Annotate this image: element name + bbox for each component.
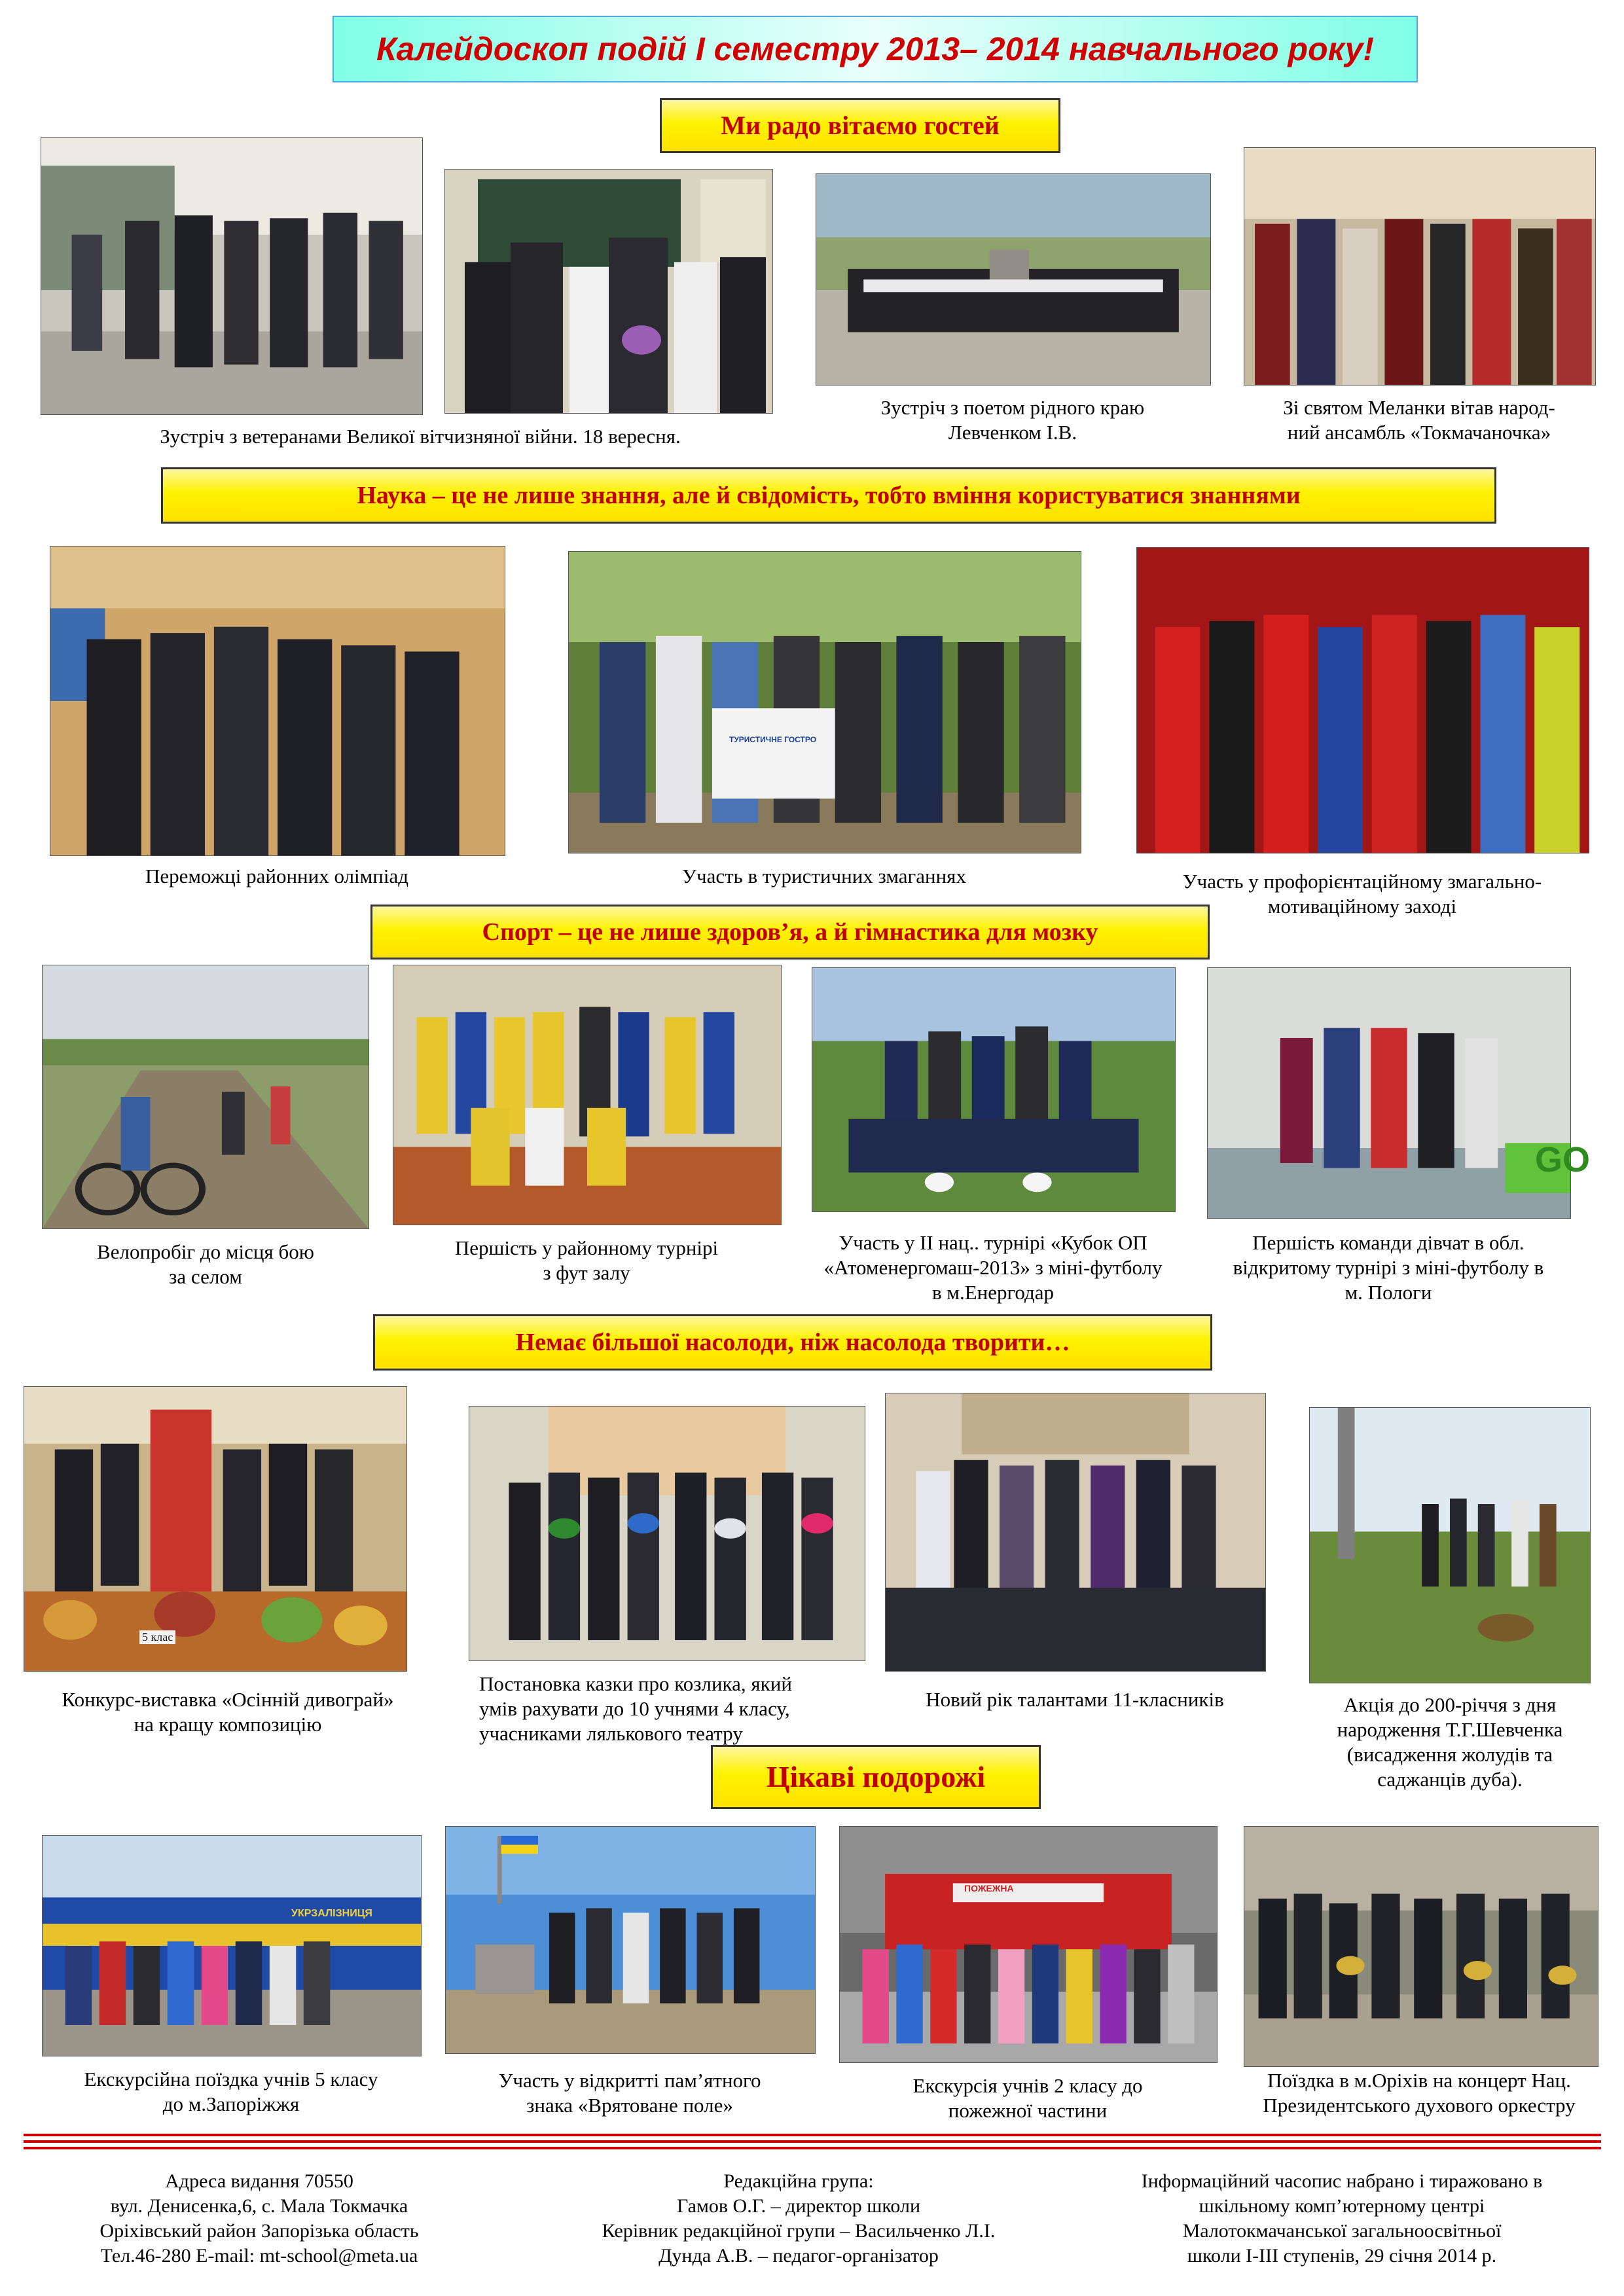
footer-divider bbox=[24, 2134, 1601, 2136]
caption-cycling: Велопробіг до місця бою за селом bbox=[97, 1240, 314, 1288]
photo-autumn-exhibition bbox=[24, 1386, 407, 1672]
caption-orchestra: Поїздка в м.Оріхів на концерт Нац. Президентського духового оркестру bbox=[1263, 2069, 1576, 2117]
footer-info: Інформаційний часопис набрано і тиражовано в шкільному комп’ютерному центрі Малотокмачанської загальноосвітньої школи І-ІІІ ступенів, 29 січня 2014 р. bbox=[1141, 2170, 1543, 2267]
footer-editorial: Редакційна група: Гамов О.Г. – директор школи Керівник редакційної групи – Васильченко Л.І. Дунда А.В. – педагог-організатор bbox=[602, 2170, 996, 2267]
section-banner-creative: Немає більшої насолоди, ніж насолода творити… bbox=[373, 1314, 1212, 1371]
photo-veterans-classroom bbox=[444, 169, 773, 414]
footer-address: Адреса видання 70550 вул. Денисенка,6, с. Мала Токмачка Оріхівський район Запорізька область Тел.46-280 E-mail: mt-school@meta.ua bbox=[99, 2170, 419, 2267]
photo-oak-planting bbox=[1309, 1407, 1591, 1683]
photo-career-event bbox=[1136, 547, 1589, 853]
photo-poet-meeting bbox=[816, 173, 1211, 386]
caption-futsal: Першість у районному турнірі з фут залу bbox=[454, 1236, 719, 1284]
caption-memorial: Участь у відкритті пам’ятного знака «Врятоване поле» bbox=[498, 2069, 761, 2117]
caption-new-year: Новий рік талантами 11-класників bbox=[926, 1688, 1224, 1711]
section-banner-sport: Спорт – це не лише здоров’я, а й гімнастика для мозку bbox=[370, 905, 1210, 960]
caption-career: Участь у профорієнтаційному змагально- мотиваційному заході bbox=[1182, 870, 1542, 918]
footer-divider-second bbox=[24, 2140, 1601, 2143]
caption-veterans: Зустріч з ветеранами Великої вітчизняної війни. 18 вересня. bbox=[160, 425, 681, 448]
poster-text: ТУРИСТИЧНЕ ГОСТРО bbox=[729, 735, 817, 744]
class-sign: 5 клас bbox=[139, 1630, 175, 1644]
photo-girls-team bbox=[1207, 967, 1591, 1219]
caption-fire: Екскурсія учнів 2 класу до пожежної частини bbox=[912, 2074, 1143, 2122]
photo-fire-station bbox=[839, 1826, 1218, 2063]
caption-girls: Першість команди дівчат в обл. відкритому турнірі з міні-футболу в м. Пологи bbox=[1233, 1231, 1544, 1304]
page-title bbox=[333, 16, 1418, 82]
section-banner-science: Наука – це не лише знання, але й свідомість, тобто вміння користуватися знаннями bbox=[161, 467, 1496, 524]
caption-train: Екскурсійна поїздка учнів 5 класу до м.Запоріжжя bbox=[84, 2068, 378, 2115]
caption-tourist: Участь в туристичних змаганнях bbox=[682, 865, 966, 888]
photo-tourist-competition bbox=[568, 551, 1081, 853]
go-sign: GO bbox=[1535, 1140, 1591, 1179]
page-title-text: Калейдоскоп подій І семестру 2013– 2014 навчального року! bbox=[376, 31, 1375, 67]
photo-puppet-theatre bbox=[469, 1406, 865, 1661]
photo-olympiad-winners bbox=[50, 546, 505, 856]
photo-veterans-walk bbox=[41, 137, 423, 415]
caption-olympiad: Переможці районних олімпіад bbox=[145, 865, 409, 888]
section-banner-travel: Цікаві подорожі bbox=[711, 1745, 1041, 1809]
photo-orchestra bbox=[1244, 1826, 1598, 2067]
caption-autumn: Конкурс-виставка «Осінній дивограй» на кращу композицію bbox=[62, 1688, 394, 1736]
truck-brand: ПОЖЕЖНА bbox=[964, 1883, 1014, 1893]
caption-puppet: Постановка казки про козлика, який умів рахувати до 10 учнями 4 класу, учасниками лялькового театру bbox=[479, 1672, 792, 1745]
photo-cup-energodar bbox=[812, 967, 1176, 1212]
photo-train-trip bbox=[42, 1835, 422, 2056]
train-brand: УКРЗАЛІЗНИЦЯ bbox=[291, 1908, 372, 1919]
photo-melanka-ensemble bbox=[1244, 147, 1596, 386]
caption-shevchenko: Акція до 200-річчя з дня народження Т.Г.Шевченка (висадження жолудів та саджанців дуба). bbox=[1337, 1693, 1563, 1791]
caption-cup: Участь у ІІ нац.. турнірі «Кубок ОП «Атоменергомаш-2013» з міні-футболу в м.Енергодар bbox=[823, 1231, 1163, 1304]
photo-new-year bbox=[885, 1393, 1266, 1672]
photo-futsal-team bbox=[393, 965, 782, 1225]
footer-divider-third bbox=[24, 2147, 1601, 2149]
caption-melanka: Зі святом Меланки вітав народ- ний ансамбль «Токмачаночка» bbox=[1283, 396, 1555, 444]
photo-cycling bbox=[42, 965, 369, 1229]
section-banner-guests: Ми радо вітаємо гостей bbox=[660, 98, 1060, 153]
caption-poet: Зустріч з поетом рідного краю Левченком І.В. bbox=[880, 396, 1145, 444]
photo-memorial-opening bbox=[445, 1826, 816, 2054]
